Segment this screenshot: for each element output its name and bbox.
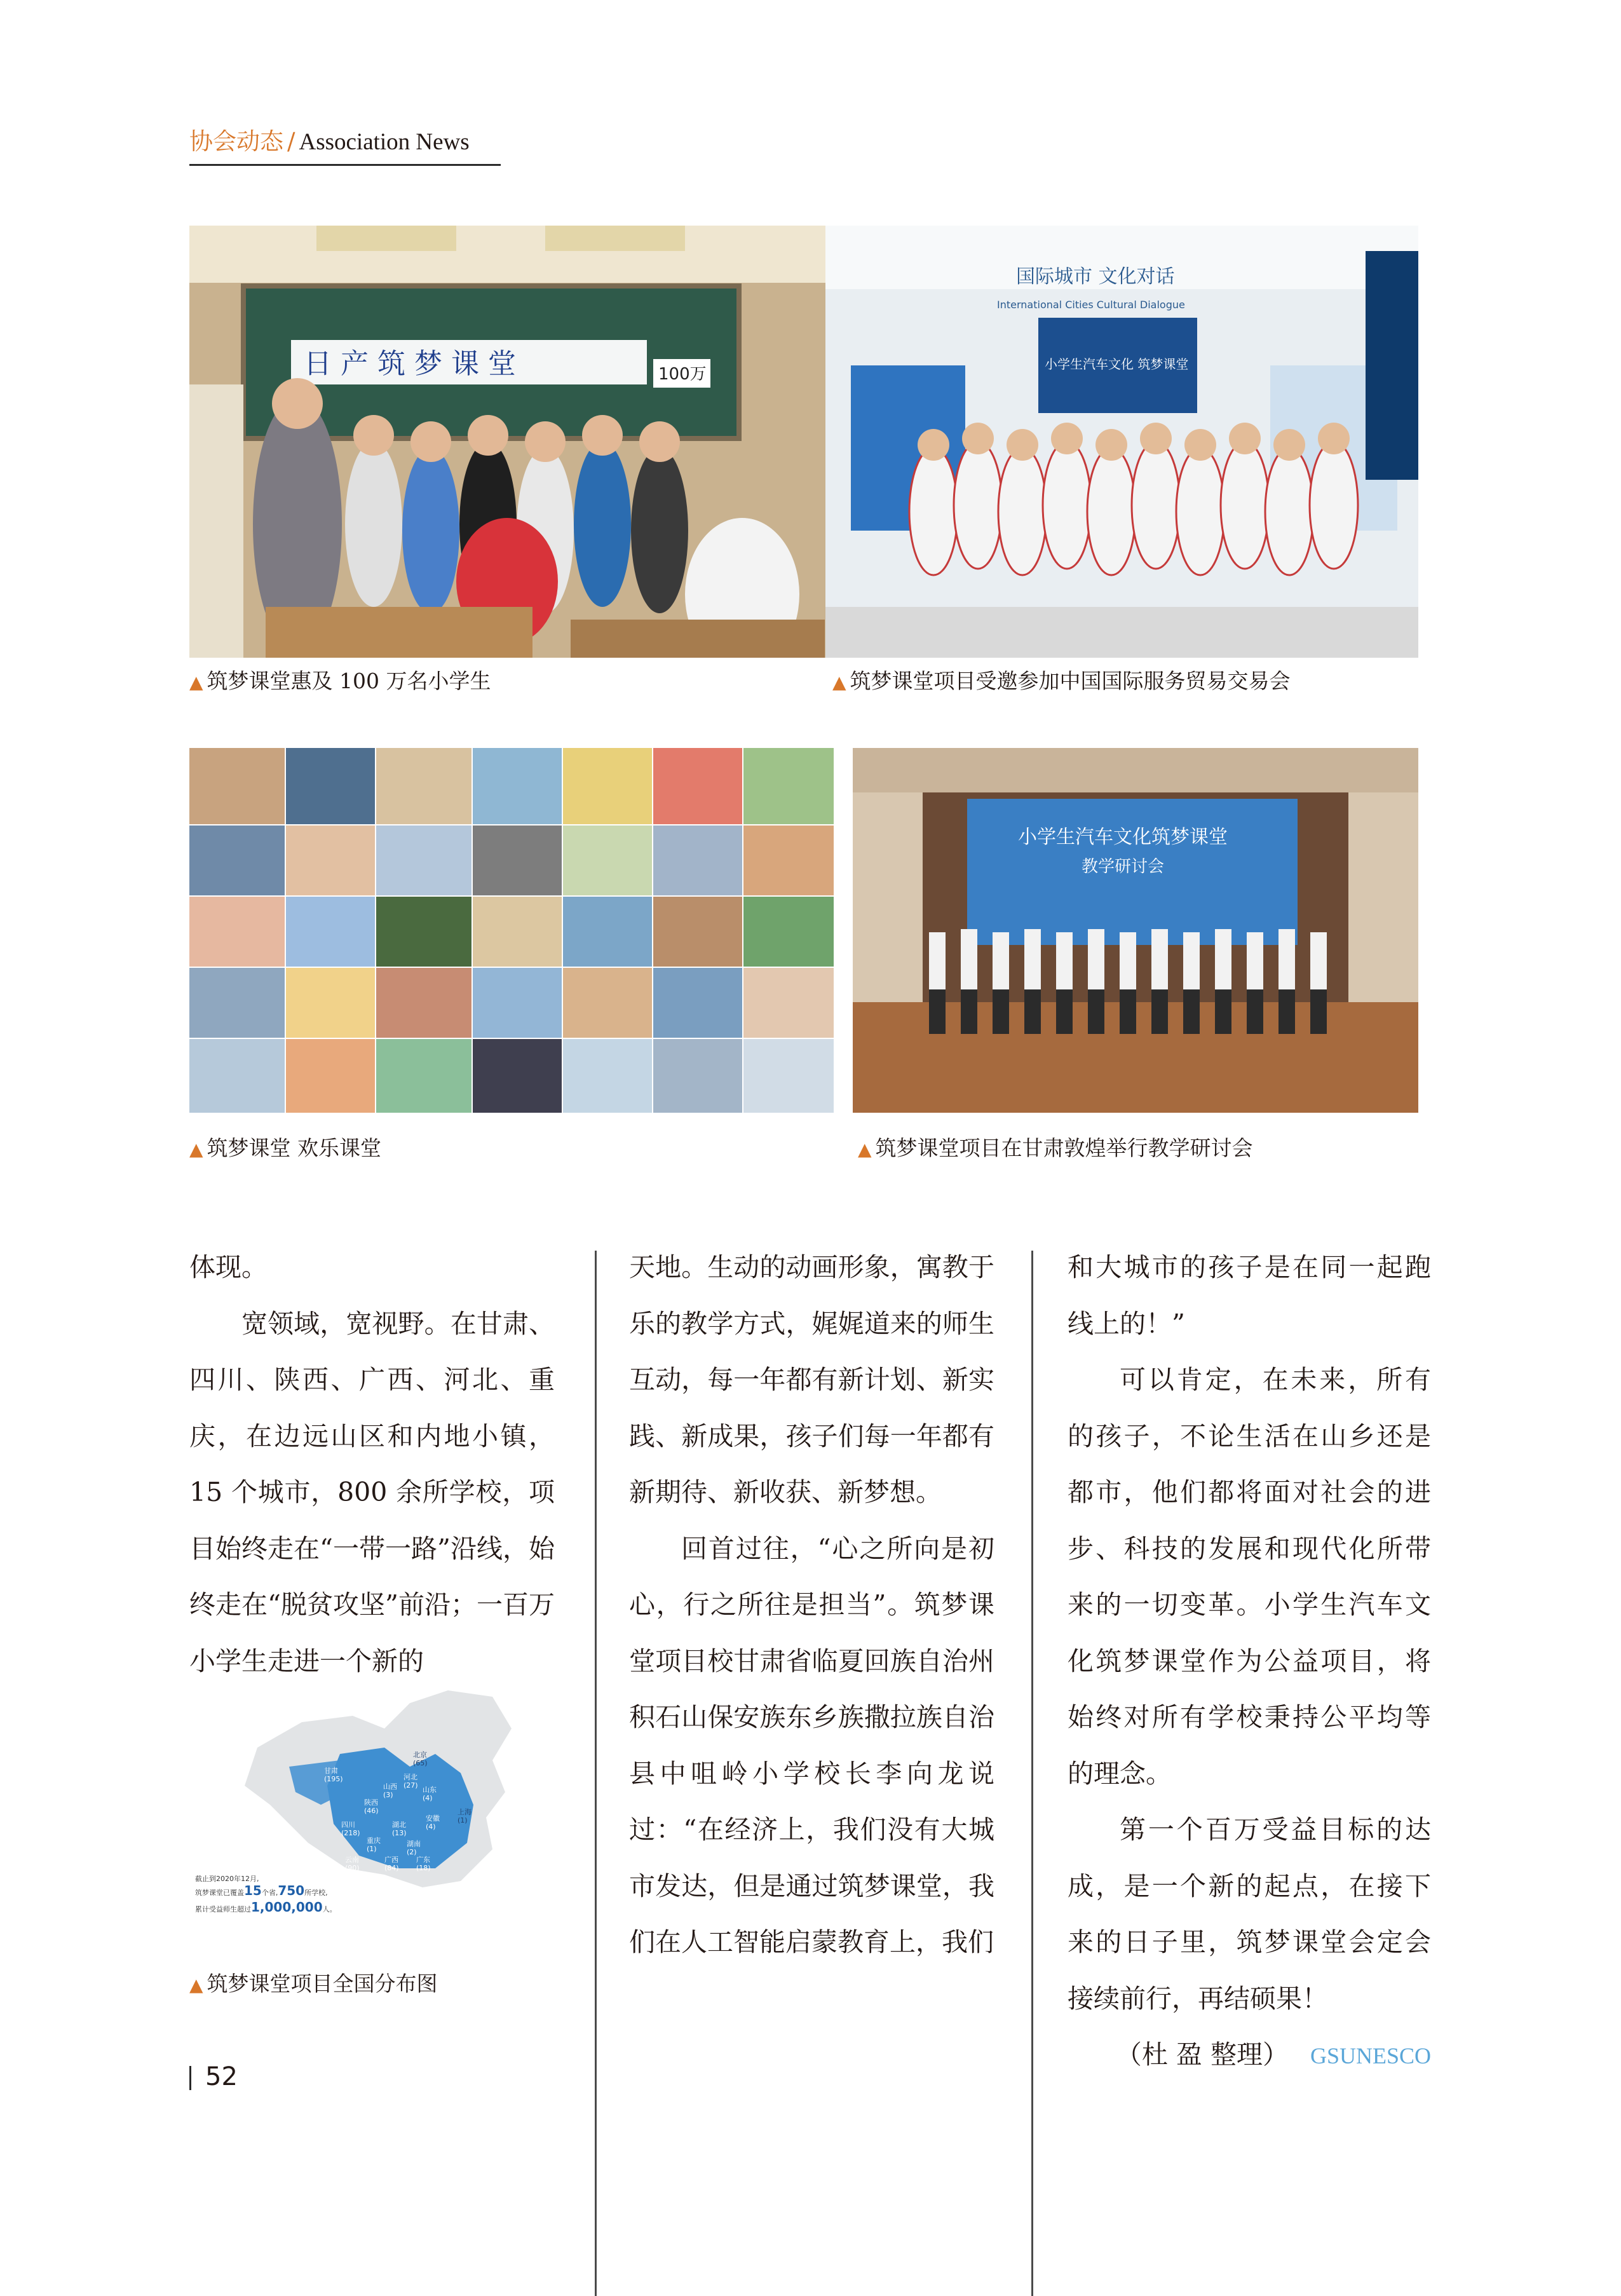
map-label-count: (46) bbox=[364, 1807, 379, 1815]
column-divider bbox=[1031, 1251, 1033, 2296]
map-label-count: (4) bbox=[423, 1794, 433, 1802]
page-number-bar bbox=[189, 2066, 191, 2090]
map-label-count: (18) bbox=[416, 1864, 431, 1872]
article-column-3 bbox=[1068, 1239, 1431, 2084]
map-label-count: (1) bbox=[367, 1845, 377, 1853]
map-label-count: (1) bbox=[458, 1816, 468, 1824]
map-label-name: 山西 bbox=[383, 1783, 397, 1791]
caption-text: 筑梦课堂项目在甘肃敦煌举行教学研讨会 bbox=[875, 1136, 1253, 1160]
paragraph: 可以肯定，在未来，所有的孩子，不论生活在山乡还是都市，他们都将面对社会的进步、科技的发展和现代化所带来的一切变革。小学生汽车文化筑梦课堂作为公益项目，将始终对所有学校秉持公平均等的理念。 bbox=[1068, 1364, 1431, 1789]
caption-photo-trade-fair bbox=[832, 667, 1291, 696]
editor-credit: （杜 盈 整理） bbox=[1115, 2039, 1289, 2070]
article-column-2 bbox=[629, 1239, 994, 1971]
map-label-name: 四川 bbox=[341, 1821, 355, 1829]
section-title-en: Association News bbox=[299, 129, 470, 155]
expo-banner-en: International Cities Cultural Dialogue bbox=[997, 299, 1185, 311]
photo-trade-fair-students bbox=[825, 226, 1418, 658]
map-label-count: (13) bbox=[392, 1829, 407, 1837]
map-label-count: (90) bbox=[345, 1864, 360, 1872]
map-note-provinces: 15 bbox=[244, 1883, 262, 1898]
brand-gsunesco: GSUNESCO bbox=[1310, 2043, 1431, 2068]
caption-marker-icon: ▲ bbox=[832, 672, 846, 693]
caption-marker-icon: ▲ bbox=[858, 1139, 872, 1160]
caption-text: 筑梦课堂项目受邀参加中国国际服务贸易交易会 bbox=[850, 669, 1291, 693]
article-column-1 bbox=[189, 1239, 555, 1689]
map-note-line1: 截止到2020年12月, bbox=[195, 1875, 259, 1883]
section-header bbox=[189, 125, 501, 166]
map-label-count: (2) bbox=[407, 1848, 417, 1856]
map-note-beneficiaries: 1,000,000 bbox=[251, 1899, 323, 1915]
page-number-text: 52 bbox=[205, 2062, 238, 2091]
photo-happy-classroom-collage bbox=[189, 748, 834, 1113]
map-label-name: 湖南 bbox=[407, 1840, 421, 1848]
paragraph: 天地。生动的动画形象，寓教于乐的教学方式，娓娓道来的师生互动，每一年都有新计划、新实践、新成果，孩子们每一年都有新期待、新收获、新梦想。 bbox=[629, 1252, 994, 1507]
map-label-count: (84) bbox=[384, 1864, 399, 1872]
paragraph: 宽领域，宽视野。在甘肃、四川、陕西、广西、河北、重庆，在边远山区和内地小镇，15 个城市，800 余所学校，项目始终走在“一带一路”沿线，始终走在“脱贫攻坚”前沿；一百万小学生走进一个新的 bbox=[189, 1308, 555, 1676]
photo-dunhuang-seminar bbox=[853, 748, 1418, 1113]
map-label-name: 上海 bbox=[458, 1808, 471, 1816]
caption-photo-classroom bbox=[189, 667, 491, 696]
photo-classroom-million-students bbox=[189, 226, 825, 658]
caption-marker-icon: ▲ bbox=[189, 1139, 203, 1160]
board-number-text: 100万 bbox=[658, 365, 707, 384]
map-label-name: 陕西 bbox=[364, 1798, 378, 1807]
map-note-text: 人。 bbox=[322, 1905, 337, 1913]
caption-photo-collage bbox=[189, 1134, 381, 1164]
china-distribution-map bbox=[194, 1678, 559, 1929]
map-label-name: 北京 bbox=[413, 1751, 427, 1759]
map-label-count: (27) bbox=[404, 1781, 418, 1790]
page-number bbox=[189, 2059, 238, 2095]
board-banner-text: 日 产 筑 梦 课 堂 bbox=[304, 348, 516, 380]
map-label-name: 广西 bbox=[384, 1856, 398, 1864]
map-label-count: (195) bbox=[324, 1775, 343, 1783]
caption-text: 筑梦课堂惠及 100 万名小学生 bbox=[207, 669, 491, 693]
map-label-name: 河北 bbox=[404, 1773, 417, 1781]
map-note-text: 个省, bbox=[261, 1889, 278, 1897]
expo-screen-text: 小学生汽车文化 筑梦课堂 bbox=[1045, 357, 1189, 372]
map-label-name: 广东 bbox=[416, 1856, 430, 1864]
seminar-screen-title: 小学生汽车文化筑梦课堂 bbox=[1018, 826, 1228, 848]
caption-text: 筑梦课堂 欢乐课堂 bbox=[207, 1136, 382, 1160]
map-note-schools: 750 bbox=[278, 1883, 305, 1898]
caption-marker-icon: ▲ bbox=[189, 1974, 203, 1995]
article-signature bbox=[1068, 2027, 1431, 2084]
seminar-screen-subtitle: 教学研讨会 bbox=[1082, 857, 1165, 876]
section-title-cn: 协会动态 bbox=[189, 128, 283, 155]
map-label-count: (3) bbox=[383, 1791, 393, 1799]
column-divider bbox=[595, 1251, 597, 2296]
map-note-text: 筑梦课堂已覆盖 bbox=[195, 1889, 244, 1897]
expo-banner-cn: 国际城市 文化对话 bbox=[1016, 266, 1175, 288]
map-label-name: 甘肃 bbox=[324, 1767, 338, 1775]
map-label-count: (218) bbox=[341, 1829, 360, 1837]
paragraph: 回首过往，“心之所向是初心，行之所往是担当”。筑梦课堂项目校甘肃省临夏回族自治州积石山保安族东乡族撒拉族自治县中咀岭小学校长李向龙说过：“在经济上，我们没有大城市发达，但是通过筑梦课堂，我们在人工智能启蒙教育上，我们 bbox=[629, 1533, 994, 1957]
paragraph: 体现。 bbox=[189, 1252, 268, 1282]
map-label-count: (65) bbox=[413, 1759, 428, 1767]
caption-marker-icon: ▲ bbox=[189, 672, 203, 693]
map-label-name: 安徽 bbox=[426, 1814, 440, 1823]
section-separator: / bbox=[287, 128, 295, 155]
caption-text: 筑梦课堂项目全国分布图 bbox=[207, 1971, 438, 1996]
map-label-name: 云南 bbox=[345, 1856, 359, 1864]
map-label-name: 重庆 bbox=[367, 1837, 381, 1845]
map-note-text: 累计受益师生超过 bbox=[195, 1905, 251, 1913]
map-label-name: 湖北 bbox=[392, 1821, 406, 1829]
paragraph: 第一个百万受益目标的达成，是一个新的起点，在接下来的日子里，筑梦课堂会定会接续前行，再结硕果！ bbox=[1068, 1814, 1431, 2014]
caption-photo-seminar bbox=[858, 1134, 1253, 1164]
map-note-text: 所学校, bbox=[304, 1889, 328, 1897]
map-label-count: (4) bbox=[426, 1823, 436, 1831]
map-label-name: 山东 bbox=[423, 1786, 437, 1794]
caption-map bbox=[189, 1970, 438, 1999]
paragraph: 和大城市的孩子是在同一起跑线上的！” bbox=[1068, 1252, 1431, 1339]
